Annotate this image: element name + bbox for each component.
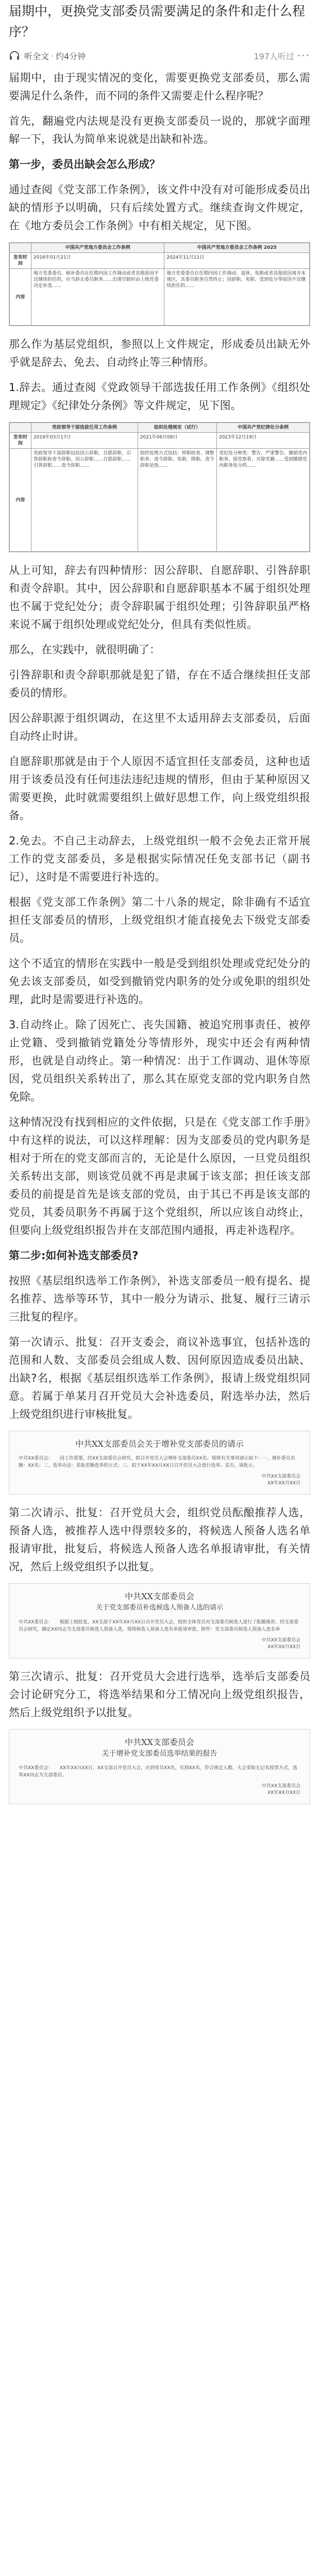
table-row [10, 449, 310, 552]
table-cell: 2023年12月19日 [216, 433, 309, 449]
read-time: 约4分钟 [56, 51, 86, 61]
paragraph-resign-types: 从上可知，辞去有四种情形：因公辞职、自愿辞职、引咎辞职和责令辞职。其中，因公辞职和自愿辞职基本不属于组织处理也不属于党纪处分；责令辞职属于组织处理；引咎辞职虽严格来说不属于组织处理或党纪处分，但具有类似性质。 [9, 564, 310, 631]
table-header: 中国共产党纪律处分条例 [216, 423, 309, 433]
paragraph-removal-rule: 根据《党支部工作条例》第二十八条的规定，除非确有不适宜担任支部委员的情形，上级党组织才能直接免去下级党支部委员。 [9, 896, 310, 944]
document-body: 中共XX委员会： 因工作需要，经XX支部委员会研究，拟召开党员大会增补支部委员XX名。现将有关事项请示如下：一、增补委员名额：XX名；二、选举办法：采取差额选举的方式；三、拟于XX年XX月XX日召开党员大会进行选举。妥否，请批示。 [19, 1456, 295, 1468]
section-heading-step2: 第二步:如何补选支部委员? [9, 1249, 139, 1262]
document-title-line: 中共XX支部委员会 [125, 1737, 194, 1747]
table-header: 党政领导干部选拔任用工作条例 [31, 423, 138, 433]
document-body: 中共XX委员会： XX年XX月XX日，XX支部召开党员大会，应到党员XX名，实到XX名，符合规定人数。大会采取无记名投票方式，选举XX同志为支部委员。 [19, 1766, 297, 1778]
table-row-label: 内容 [10, 269, 31, 326]
table-cell: 2024年11月11日 [164, 253, 310, 269]
regulation-table-image-1 [9, 242, 310, 326]
table-row [10, 243, 310, 253]
table-cell: 党政领导干部辞职包括因公辞职、自愿辞职、引咎辞职和责令辞职。因公辞职……自愿辞职……引咎辞职……责令辞职…… [31, 449, 138, 552]
meta-right [254, 49, 310, 62]
document-title-line: 中共XX支部委员会 [125, 1591, 194, 1601]
document-signature: 中共XX支部委员会 XX年XX月XX日 [261, 1784, 300, 1795]
listen-full-button[interactable] [9, 50, 86, 62]
table-cell: 2016年01月21日 [31, 253, 164, 269]
paragraph-auto-terminate-explain: 这种情况没有找到相应的文件依据，只是在《党支部工作手册》中有这样的说法，可以这样理解：因为支部委员的党内职务是相对于所在的党支部而言的，无论是什么原因，一旦党员组织关系转出支部，则该党员就不再是隶属于该支部；担任该支部委员的前提是首先是该支部的党员，由于其已不再是该支部的党员，其委员职务不再属于这个党组织，所以应该自动终止，但要向上级党组织报告并在支部范围内通报，再走补选程序。 [9, 1116, 310, 1236]
document-title [19, 1591, 300, 1614]
table-row [10, 269, 310, 326]
official-document-image-1 [9, 1431, 310, 1495]
document-title-line: 关于党支部委员补选候选人预备人选的请示 [95, 1604, 223, 1612]
meta-separator: · [51, 50, 54, 61]
paragraph-second-request: 第二次请示、批复：召开党员大会，组织党员酝酿推荐人选，预备人选，被推荐人选中得票较多的，将候选人预备人选名单报请审批，批复后，将候选人预备人选名单报请审批，有关情况，然后上级党组织予以批复。 [9, 1506, 310, 1573]
document-title [19, 1737, 300, 1759]
listen-count: 197人听过 [254, 51, 294, 61]
table-header [10, 243, 31, 253]
regulation-table-2 [9, 422, 310, 552]
table-row-label: 内容 [10, 449, 31, 552]
paragraph-three-cases: 那么作为基层党组织，参照以上文件规定，形成委员出缺无外乎就是辞去、免去、自动终止等三种情形。 [9, 338, 310, 368]
paragraph-removal: 2.免去。不自己主动辞去，上级党组织一般不会免去正常开展工作的党支部委员，多是根据实际情况任免支部书记（副书记），这时是不需要进行补选的。 [9, 835, 310, 883]
paragraph-practice: 那么，在实践中，就很明确了： [9, 643, 160, 656]
table-cell: 党纪处分种类：警告、严重警告、撤销党内职务、留党察看、开除党籍……受到撤销党内职务处分的…… [216, 449, 309, 552]
paragraph-auto-terminate: 3.自动终止。除了因死亡、丧失国籍、被追究刑事责任、被停止党籍、受到撤销党籍处分等情形外，现实中还会有两种情形，也就是自动终止。第一种情况：出于工作调动、退休等原因，党员组织关系转出了，那么其在原党支部的党内职务自然免除。 [9, 1019, 310, 1103]
paragraph-third-request: 第三次请示、批复：召开党员大会进行选举，选举后支部委员会讨论研究分工，将选举结果和分工情况向上级党组织报告，然后上级党组织予以批复。 [9, 1670, 310, 1719]
paragraph-first-request: 第一次请示、批复：召开支委会，商议补选事宜，包括补选的范围和人数、支部委员会组成人数、因何原因造成委员出缺、出缺?名，根据《基层组织选举工作条例》，报请上级党组织同意。若属于单某月召开党员大会补选委员，附选举办法，然后上级党组织进行审核批复。 [9, 1336, 310, 1420]
paragraph-official-resign: 因公辞职源于组织调动，在这里不太适用辞去支部委员，后面自动终止时讲。 [9, 712, 310, 742]
table-cell: 2019年03月17日 [31, 433, 138, 449]
article-title: 届期中，更换党支部委员需要满足的条件和走什么程序？ [9, 4, 306, 39]
section-heading-step1: 第一步，委员出缺会怎么形成？ [9, 158, 160, 171]
article-meta [9, 42, 310, 69]
table-cell: 地方党委委员在任期内因工作调动、退休、免职或者其他原因离开本地区，其委员职务自然终止；因辞职、免职、受到处分等原因不宜继续担任的…… [164, 269, 310, 326]
table-row-label: 发布时间 [10, 433, 31, 449]
table-header: 中国共产党地方委员会工作条例 2025 [164, 243, 310, 253]
official-document-image-3 [9, 1729, 310, 1804]
table-cell: 地方党委委员、候补委员在任期内因工作调动或者其他原因不宜继续担任的，应当辞去委员职务……出现空缺时由上级党委决定补选…… [31, 269, 164, 326]
more-options-icon[interactable]: ··· [297, 49, 310, 62]
table-row [10, 423, 310, 433]
table-cell: 2021年06月08日 [138, 433, 216, 449]
official-document-image-2 [9, 1583, 310, 1658]
table-header [10, 423, 31, 433]
table-cell: 组织处理方式包括：停职检查、调整职务、责令辞职、免职、降职。责令辞职是指…… [138, 449, 216, 552]
paragraph-unsuitable: 这个不适宜的情形在实践中一般是受到组织处理或党纪处分的免去该支部委员，如受到撤销党内职务的处分或免职的组织处理，此时是需要进行补选的。 [9, 957, 310, 1006]
paragraph-voluntary-resign: 自愿辞职那就是由于个人原因不适宜担任支部委员，这种也适用于该委员没有任何违法违纪违规的情形，但由于某种原因又需要更换，此时就需要组织上做好思想工作，向上级党组织报备。 [9, 755, 310, 822]
paragraph-blame-resign: 引咎辞职和责令辞职那就是犯了错，存在不适合继续担任支部委员的情形。 [9, 669, 310, 699]
table-row [10, 253, 310, 269]
paragraph-step1-basis: 通过查阅《党支部工作条例》，该文件中没有对可能形成委员出缺的情形予以明确，只有后续处置方式。继续查询文件规定，在《地方委员会工作条例》中有相关规定，见下图。 [9, 183, 310, 232]
table-row [10, 433, 310, 449]
headphones-icon [9, 50, 20, 61]
paragraph-election-rule: 按照《基层组织选举工作条例》，补选支部委员一般有提名、提名推荐、选举等环节，其中一般分为请示、批复、履行三请示三批复的程序。 [9, 1275, 310, 1323]
paragraph-intro: 届期中，由于现实情况的变化，需要更换党支部委员，那么需要满足什么条件，而不同的条件又需要走什么程序呢？ [9, 72, 310, 102]
document-signature: 中共XX支部委员会 XX年XX月XX日 [261, 1474, 300, 1486]
table-header: 中国共产党地方委员会工作条例 [31, 243, 164, 253]
regulation-table-1 [9, 243, 310, 326]
document-title-line: 关于增补党支部委员选举结果的报告 [102, 1750, 217, 1758]
paragraph-resign: 1.辞去。通过查阅《党政领导干部选拔任用工作条例》《组织处理规定》《纪律处分条例》等文件规定，见下图。 [9, 381, 310, 412]
table-header: 组织处理规定（试行） [138, 423, 216, 433]
document-signature: 中共XX支部委员会 XX年XX月XX日 [261, 1638, 300, 1650]
table-row-label: 发布时间 [10, 253, 31, 269]
paragraph-premise: 首先，翻遍党内法规是没有更换支部委员一说的，那就字面理解一下，我认为简单来说就是出缺和补选。 [9, 115, 310, 145]
document-body: 中共XX委员会： 根据上级批复，XX支部于XX年XX月XX日召开党员大会，组织全体党员对支部委员候选人进行了酝酿推荐。经支部委员会研究，确定XX同志为支部委员候选人预备人选。现将候选人预备人选名单报请审批。附件：党支部委员候选人预备人选名单 [19, 1620, 299, 1632]
document-title: 中共XX支部委员会关于增补党支部委员的请示 [75, 1439, 244, 1449]
regulation-table-image-2 [9, 422, 310, 552]
listen-full-label: 听全文 [24, 51, 49, 61]
